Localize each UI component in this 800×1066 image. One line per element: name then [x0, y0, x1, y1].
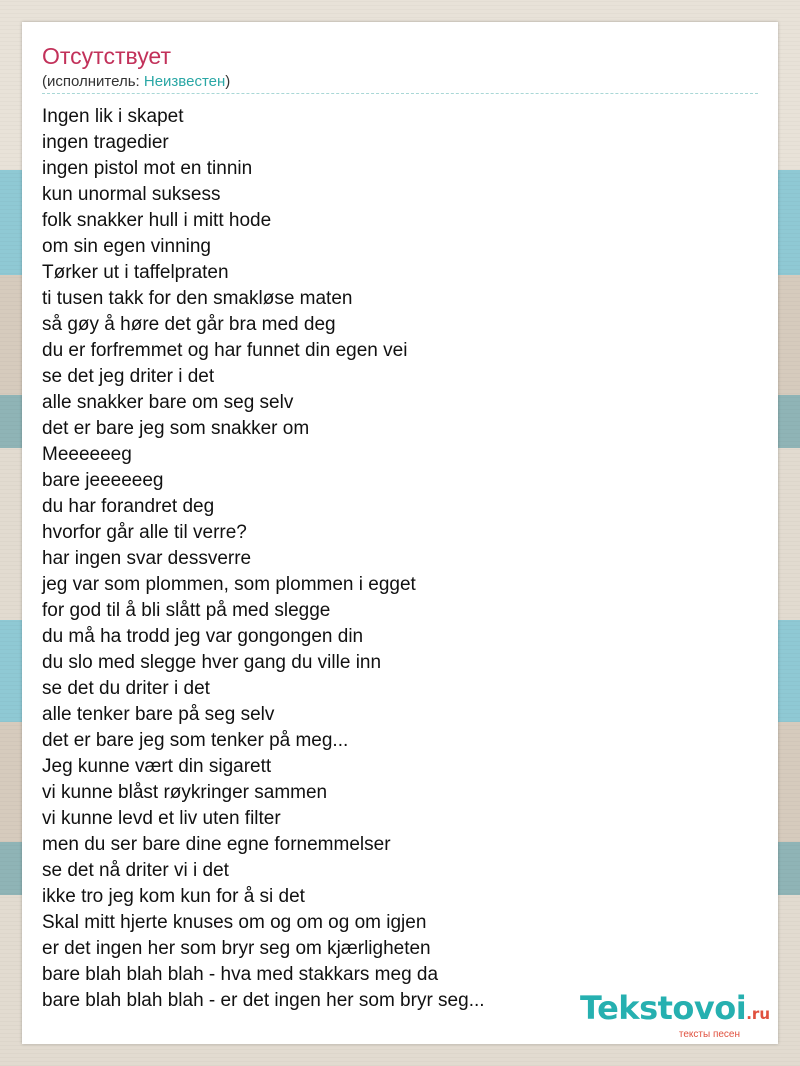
lyric-line: kun unormal suksess: [42, 184, 221, 205]
divider: [42, 93, 758, 94]
lyric-line: alle tenker bare på seg selv: [42, 704, 275, 725]
lyric-line: se det nå driter vi i det: [42, 860, 229, 881]
artist-link[interactable]: Неизвестен: [143, 73, 226, 90]
lyric-line: se det du driter i det: [42, 678, 210, 699]
artist-line: [42, 72, 230, 92]
lyric-line: det er bare jeg som snakker om: [42, 418, 310, 439]
lyric-line: bare blah blah blah - er det ingen her som bryr seg...: [42, 990, 485, 1011]
lyric-line: det er bare jeg som tenker på meg...: [42, 730, 349, 751]
site-logo[interactable]: [580, 989, 770, 1040]
song-title: Отсутствует: [42, 43, 171, 69]
artist-prefix: (исполнитель:: [42, 73, 144, 90]
lyric-line: ti tusen takk for den smakløse maten: [42, 288, 353, 309]
lyric-line: ikke tro jeg kom kun for å si det: [42, 886, 305, 907]
lyric-line: du slo med slegge hver gang du ville inn: [42, 652, 382, 673]
lyrics-card: [22, 22, 778, 1044]
lyric-line: bare blah blah blah - hva med stakkars meg da: [42, 964, 439, 985]
lyric-line: hvorfor går alle til verre?: [42, 522, 247, 543]
lyric-line: du må ha trodd jeg var gongongen din: [42, 626, 364, 647]
lyric-line: vi kunne levd et liv uten filter: [42, 808, 281, 829]
lyric-line: bare jeeeeeeg: [42, 470, 164, 491]
lyric-line: folk snakker hull i mitt hode: [42, 210, 272, 231]
logo-name: Tekstovoi: [580, 989, 747, 1027]
lyric-line: ingen pistol mot en tinnin: [42, 158, 253, 179]
lyric-line: Skal mitt hjerte knuses om og om og om igjen: [42, 912, 427, 933]
lyric-line: du er forfremmet og har funnet din egen vei: [42, 340, 408, 361]
lyric-line: du har forandret deg: [42, 496, 215, 517]
lyrics-text: [42, 104, 485, 1014]
logo-tld: .ru: [746, 1005, 770, 1023]
artist-suffix: ): [225, 73, 231, 90]
lyric-line: men du ser bare dine egne fornemmelser: [42, 834, 391, 855]
lyric-line: Tørker ut i taffelpraten: [42, 262, 229, 283]
lyric-line: ingen tragedier: [42, 132, 169, 153]
lyric-line: Jeg kunne vært din sigarett: [42, 756, 272, 777]
lyric-line: jeg var som plommen, som plommen i egget: [42, 574, 416, 595]
lyric-line: så gøy å høre det går bra med deg: [42, 314, 336, 335]
lyric-line: alle snakker bare om seg selv: [42, 392, 294, 413]
lyric-line: for god til å bli slått på med slegge: [42, 600, 331, 621]
lyric-line: er det ingen her som bryr seg om kjærligheten: [42, 938, 431, 959]
lyric-line: Meeeeeeg: [42, 444, 132, 465]
lyric-line: se det jeg driter i det: [42, 366, 215, 387]
lyric-line: har ingen svar dessverre: [42, 548, 252, 569]
lyric-line: vi kunne blåst røykringer sammen: [42, 782, 328, 803]
logo-tagline: тексты песен: [678, 1029, 740, 1040]
lyric-line: Ingen lik i skapet: [42, 106, 184, 127]
lyric-line: om sin egen vinning: [42, 236, 211, 257]
